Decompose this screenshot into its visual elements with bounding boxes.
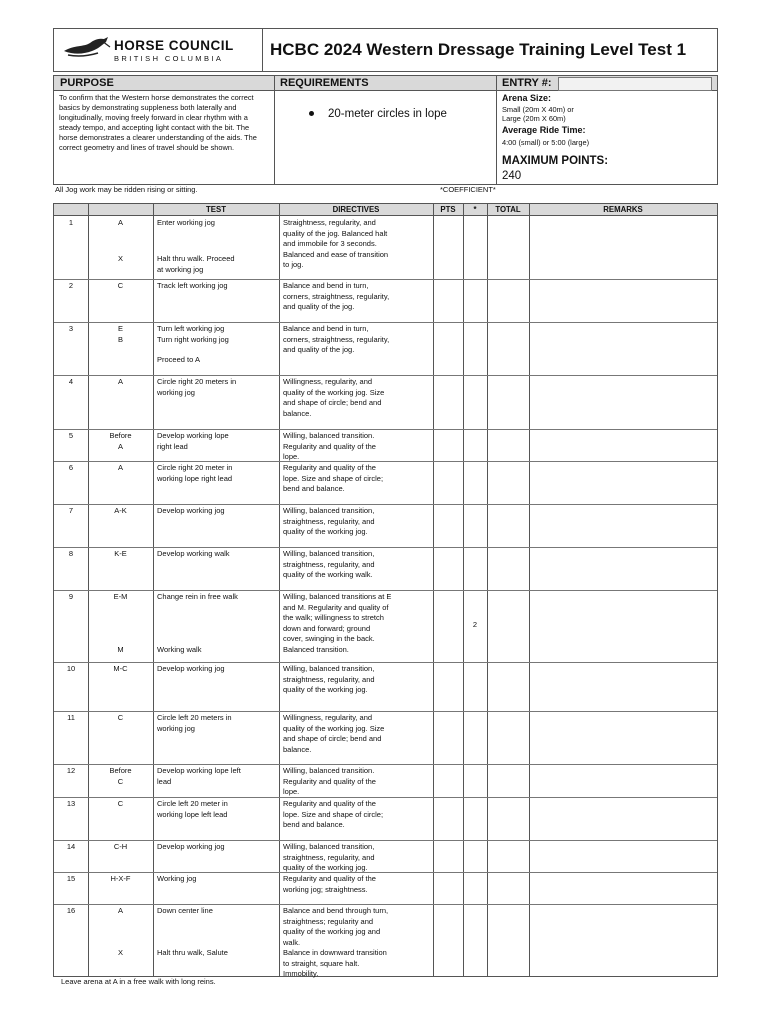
test-movement: Working walk <box>157 645 202 654</box>
test-movement: Develop working jog <box>157 664 225 673</box>
movement-number: 16 <box>66 906 76 915</box>
directive-text: Balance and bend through turn, straightness; regularity and quality of the working jog and walk. Balance in downward transition to straight, square halt. Immobility. <box>283 906 389 978</box>
ride-time-label: Average Ride Time: <box>502 125 586 135</box>
test-movement: Halt thru walk, Salute <box>157 948 228 957</box>
test-movement: Circle right 20 meter in working lope right lead <box>157 463 233 483</box>
arena-letter: A <box>117 463 123 472</box>
leave-arena-note: Leave arena at A in a free walk with long reins. <box>61 977 216 986</box>
header-directives: DIRECTIVES <box>332 205 380 214</box>
movement-number: 3 <box>68 324 74 333</box>
org-name: HORSE COUNCIL <box>114 38 234 53</box>
page-title: HCBC 2024 Western Dressage Training Level Test 1 <box>270 40 687 59</box>
arena-letter: C <box>117 281 124 290</box>
row-divider <box>54 764 717 765</box>
movement-number: 2 <box>68 281 74 290</box>
entry-number-field[interactable] <box>558 77 712 91</box>
movement-number: 7 <box>68 506 74 515</box>
max-points-label: MAXIMUM POINTS: <box>502 155 609 167</box>
arena-size-small: Small (20m X 40m) or <box>502 105 574 114</box>
purpose-text: To confirm that the Western horse demonstrates the correct basics by demonstrating suppleness both laterally and longitudinally, moving freely forward in clear rhythm with a steady tempo, and accepting light contact with the bit. The horse demonstrates a clearer understanding of the aids. The correct geometry and lines of travel should be shown. <box>59 93 257 152</box>
row-divider <box>54 872 717 873</box>
header-test: TEST <box>206 205 226 214</box>
movement-number: 4 <box>68 377 74 386</box>
directive-text: Willing, balanced transition, straightness, regularity, and quality of the working jog. <box>283 664 375 694</box>
directive-text: Willingness, regularity, and quality of the working jog. Size and shape of circle; bend and balance. <box>283 713 385 754</box>
directive-text: Willing, balanced transition. Regularity and quality of the lope. <box>283 766 376 796</box>
arena-letter: M-C <box>113 664 128 673</box>
arena-letter: X <box>117 948 123 957</box>
row-divider <box>54 547 717 548</box>
row-divider <box>54 279 717 280</box>
test-movement: Down center line <box>157 906 213 915</box>
arena-letter: A <box>117 906 123 915</box>
movement-number: 12 <box>66 766 76 775</box>
coefficient-note: *COEFFICIENT* <box>440 185 496 194</box>
requirement-item <box>309 108 447 120</box>
purpose-heading: PURPOSE <box>54 76 274 91</box>
row-divider <box>54 375 717 376</box>
header-coefficient: * <box>473 205 477 214</box>
test-movement: Develop working lope left lead <box>157 766 241 786</box>
directive-text: Willing, balanced transition, straightness, regularity, and quality of the working walk. <box>283 549 375 579</box>
movement-number: 11 <box>67 713 75 722</box>
directive-text: Balance and bend in turn, corners, straightness, regularity, and quality of the jog. <box>283 324 390 354</box>
test-movement: Develop working jog <box>157 506 225 515</box>
divider <box>274 76 275 184</box>
horse-logo-icon <box>60 33 116 67</box>
ride-time-value: 4:00 (small) or 5:00 (large) <box>502 138 590 147</box>
row-divider <box>54 711 717 712</box>
test-movement: Turn left working jog Turn right working jog <box>157 324 229 344</box>
divider <box>496 76 497 184</box>
test-movement: Develop working jog <box>157 842 225 851</box>
max-points-value: 240 <box>502 170 522 182</box>
arena-letter: K-E <box>114 549 127 558</box>
movement-number: 13 <box>66 799 76 808</box>
directive-text: Willing, balanced transitions at E and M. Regularity and quality of the walk; willingness to stretch down and forward; ground cover, swinging in the back. Balanced transition. <box>283 592 392 654</box>
row-divider <box>54 504 717 505</box>
movement-number: 15 <box>66 874 76 883</box>
arena-letter: A <box>117 377 123 386</box>
directive-text: Regularity and quality of the lope. Size and shape of circle; bend and balance. <box>283 799 384 829</box>
directive-text: Straightness, regularity, and quality of the jog. Balanced halt and immobile for 3 seconds. Balanced and ease of transition to jog. <box>283 218 389 269</box>
arena-letter: E B <box>117 324 123 344</box>
arena-letter: A-K <box>114 506 127 515</box>
test-movement: Circle left 20 meter in working lope left lead <box>157 799 228 819</box>
row-divider <box>54 461 717 462</box>
row-divider <box>54 429 717 430</box>
movement-number: 14 <box>66 842 76 851</box>
movement-number: 8 <box>68 549 74 558</box>
movement-number: 5 <box>68 431 74 440</box>
row-divider <box>54 590 717 591</box>
row-divider <box>54 840 717 841</box>
coefficient-value: 2 <box>472 620 478 629</box>
arena-letter: C <box>117 713 124 722</box>
arena-letter: A <box>117 218 123 227</box>
directive-text: Willingness, regularity, and quality of the working jog. Size and shape of circle; bend and balance. <box>283 377 385 418</box>
page-header <box>53 28 718 72</box>
arena-letter: E-M <box>113 592 128 601</box>
header-remarks: REMARKS <box>603 205 643 214</box>
test-movement: Proceed to A <box>157 355 200 364</box>
arena-letter: X <box>117 254 123 263</box>
directive-text: Regularity and quality of the lope. Size and shape of circle; bend and balance. <box>283 463 384 493</box>
arena-letter: Before C <box>109 766 132 786</box>
movement-number: 10 <box>66 664 76 673</box>
test-movement: Enter working jog <box>157 218 215 227</box>
movement-number: 6 <box>68 463 74 472</box>
test-movement: Halt thru walk. Proceed at working jog <box>157 254 235 274</box>
header-total: TOTAL <box>495 205 521 214</box>
arena-letter: Before A <box>109 431 132 451</box>
movement-number: 1 <box>68 218 74 227</box>
bullet-icon <box>309 111 314 116</box>
org-subname: BRITISH COLUMBIA <box>114 54 224 63</box>
arena-size-large: Large (20m X 60m) <box>502 114 566 123</box>
arena-letter: C-H <box>113 842 128 851</box>
entry-heading: ENTRY #: <box>496 76 717 91</box>
test-movement: Working jog <box>157 874 197 883</box>
test-movement: Circle left 20 meters in working jog <box>157 713 232 733</box>
row-divider <box>54 797 717 798</box>
movement-number: 9 <box>68 592 74 601</box>
header-pts: PTS <box>440 205 456 214</box>
directive-text: Regularity and quality of the working jog; straightness. <box>283 874 376 894</box>
test-info-box <box>53 75 718 185</box>
test-movement: Change rein in free walk <box>157 592 238 601</box>
test-score-table <box>53 203 718 977</box>
jog-note: All Jog work may be ridden rising or sitting. <box>55 185 198 194</box>
directive-text: Balance and bend in turn, corners, straightness, regularity, and quality of the jog. <box>283 281 390 311</box>
arena-letter: M <box>117 645 124 654</box>
arena-size-label: Arena Size: <box>502 93 552 103</box>
test-movement: Track left working jog <box>157 281 228 290</box>
test-movement: Develop working walk <box>157 549 230 558</box>
test-movement: Develop working lope right lead <box>157 431 229 451</box>
arena-letter: H-X-F <box>110 874 131 883</box>
row-divider <box>54 322 717 323</box>
row-divider <box>54 904 717 905</box>
horse-council-logo <box>54 29 263 71</box>
requirement-text: 20-meter circles in lope <box>328 108 447 120</box>
row-divider <box>54 662 717 663</box>
test-movement: Circle right 20 meters in working jog <box>157 377 237 397</box>
directive-text: Willing, balanced transition, straightness, regularity, and quality of the working jog. <box>283 842 375 872</box>
arena-letter: C <box>117 799 124 808</box>
requirements-heading: REQUIREMENTS <box>274 76 496 91</box>
directive-text: Willing, balanced transition, straightness, regularity, and quality of the working jog. <box>283 506 375 536</box>
directive-text: Willing, balanced transition. Regularity and quality of the lope. <box>283 431 376 461</box>
